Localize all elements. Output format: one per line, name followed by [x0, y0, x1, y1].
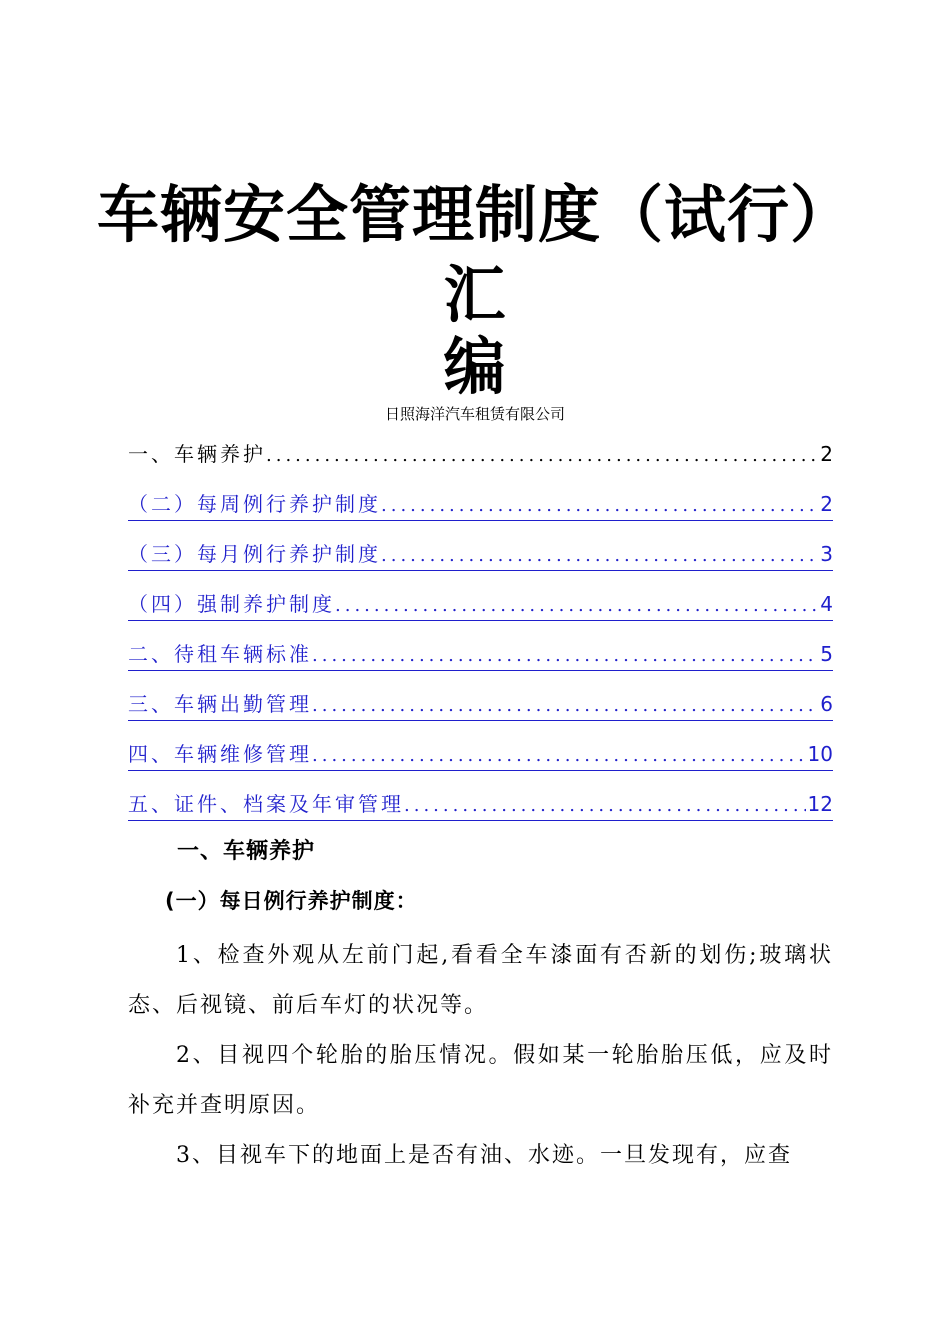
- toc-leader-dots: [266, 438, 818, 474]
- toc-entry-label: （二）每周例行养护制度: [128, 492, 381, 516]
- toc-page-number: 5: [820, 642, 833, 666]
- toc-leader-dots: [312, 638, 818, 674]
- toc-entry-label: 四、车辆维修管理: [128, 742, 312, 766]
- toc-page-number: 6: [820, 692, 833, 716]
- toc-link-monthly-maintenance[interactable]: [128, 536, 833, 586]
- document-title-line-2: 汇: [443, 258, 507, 331]
- company-name: 日照海洋汽车租赁有限公司: [384, 405, 565, 423]
- table-of-contents: [128, 436, 833, 836]
- toc-entry-label: （三）每月例行养护制度: [128, 542, 381, 566]
- toc-entry-label: 五、证件、档案及年审管理: [128, 792, 404, 816]
- document-title-line-3: 编: [443, 330, 507, 403]
- toc-leader-dots: [381, 538, 818, 574]
- paragraph: 3、目视车下的地面上是否有油、水迹。一旦发现有，应查: [176, 1143, 792, 1168]
- toc-entry-label: 三、车辆出勤管理: [128, 692, 312, 716]
- toc-leader-dots: [312, 738, 806, 774]
- toc-entry-label: 二、待租车辆标准: [128, 642, 312, 666]
- paragraph: 2、目视四个轮胎的胎压情况。假如某一轮胎胎压低，应及时补充并查明原因。: [128, 1043, 833, 1118]
- toc-entry-label: （四）强制养护制度: [128, 592, 335, 616]
- toc-leader-dots: [335, 588, 818, 624]
- toc-page-number: 4: [820, 592, 833, 616]
- paragraph: 1、检查外观从左前门起,看看全车漆面有否新的划伤;玻璃状态、后视镜、前后车灯的状况等。: [128, 943, 833, 1018]
- toc-link-vehicle-dispatch[interactable]: [128, 686, 833, 736]
- toc-link-rental-vehicle-standards[interactable]: [128, 636, 833, 686]
- toc-page-number: 2: [820, 442, 833, 466]
- sub-heading: (一）每日例行养护制度：: [165, 889, 418, 913]
- toc-leader-dots: [312, 688, 818, 724]
- toc-link-mandatory-maintenance[interactable]: [128, 586, 833, 636]
- toc-link-vehicle-repair[interactable]: [128, 736, 833, 786]
- toc-page-number: 2: [820, 492, 833, 516]
- body-text: [128, 931, 833, 1181]
- toc-page-number: 10: [807, 742, 833, 766]
- toc-entry-label: 一、车辆养护: [128, 442, 266, 466]
- section-heading: 一、车辆养护: [177, 839, 316, 864]
- toc-entry-vehicle-maintenance[interactable]: [128, 436, 833, 486]
- document-title: 车辆安全管理制度（试行）: [96, 178, 853, 251]
- toc-leader-dots: [381, 488, 818, 524]
- toc-link-weekly-maintenance[interactable]: [128, 486, 833, 536]
- toc-leader-dots: [404, 788, 806, 824]
- toc-page-number: 3: [820, 542, 833, 566]
- toc-link-documents-inspection[interactable]: [128, 786, 833, 836]
- toc-page-number: 12: [807, 792, 833, 816]
